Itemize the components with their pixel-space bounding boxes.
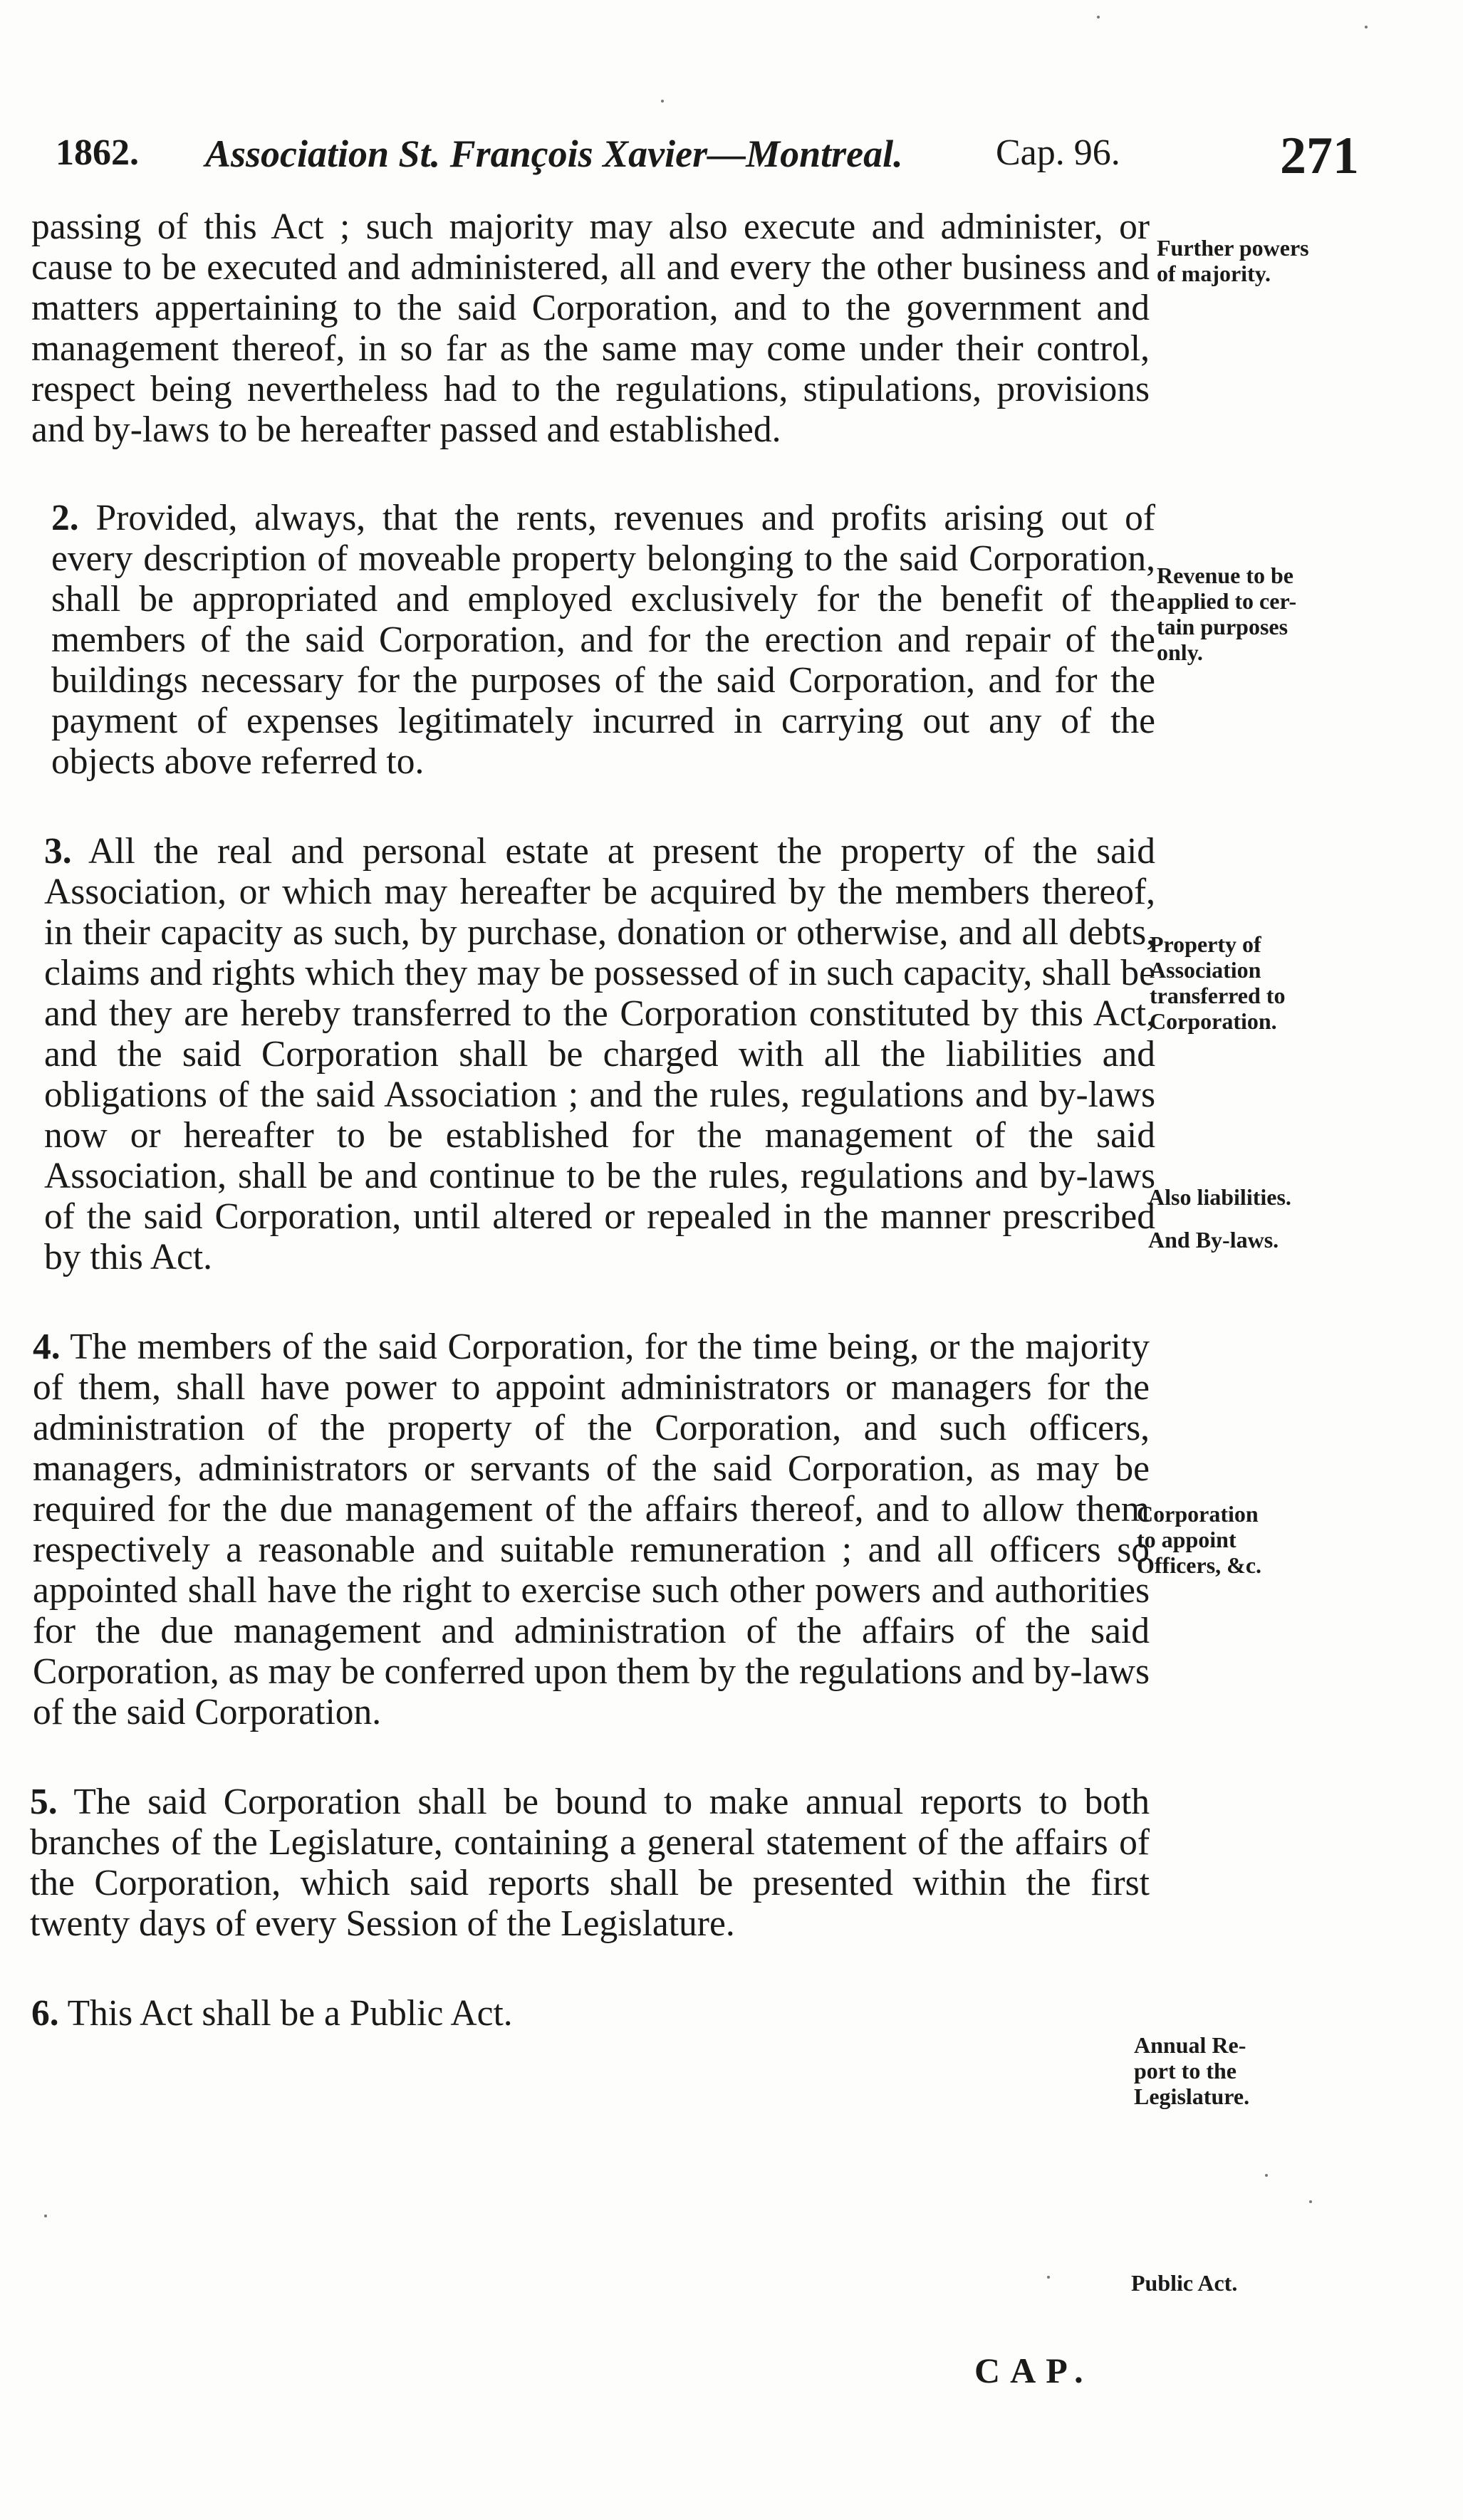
section-number: 3.	[44, 831, 72, 872]
section-number: 6.	[31, 1993, 59, 2034]
print-speck	[44, 2215, 47, 2217]
section-continuation	[31, 206, 1150, 450]
margin-note-further-powers: Further powers of majority.	[1157, 235, 1309, 286]
section-number: 4.	[33, 1327, 61, 1367]
section-5	[30, 1782, 1150, 1944]
print-speck	[1309, 2200, 1312, 2203]
section-number: 5.	[30, 1782, 58, 1822]
margin-note-annual-report: Annual Re- port to the Legislature.	[1134, 2032, 1250, 2109]
margin-note-property: Property of Association transferred to Corporation.	[1150, 931, 1286, 1034]
margin-note-officers: Corporation to appoint Officers, &c.	[1137, 1501, 1262, 1578]
section-6	[31, 1993, 1150, 2034]
section-2	[51, 498, 1155, 782]
section-text: The said Corporation shall be bound to make annual reports to both branches of the Legislature, containing a general statement of the affairs of the Corporation, which said reports shall be presented within the first twenty days of every Session of the Legislature.	[30, 1782, 1150, 1944]
page-number: 271	[1280, 127, 1359, 185]
running-header	[56, 127, 1359, 196]
print-speck	[1097, 16, 1100, 19]
print-speck	[1265, 2174, 1268, 2177]
print-speck	[1365, 26, 1368, 28]
catchword: CAP.	[974, 2351, 1093, 2390]
header-year: 1862.	[56, 132, 139, 173]
act-body	[30, 206, 1155, 2083]
section-text: This Act shall be a Public Act.	[58, 1993, 513, 2034]
margin-note-revenue: Revenue to be applied to cer- tain purposes only.	[1157, 563, 1297, 665]
header-title: Association St. François Xavier—Montreal.	[205, 132, 903, 175]
section-text: All the real and personal estate at present the property of the said Association, or which may hereafter be acquired by the members thereof, in their capacity as such, by purchase, donation or otherwise, and all debts, claims and rights which they may be possessed of in such capacity, shall be and they are hereby transferred to the Corporation constituted by this Act, and the said Corporation shall be charged with all the liabilities and obligations of the said Association ; and the rules, regulations and by-laws now or hereafter to be established for the management of the said Association, shall be and continue to be the rules, regulations and by-laws of the said Corporation, until altered or repealed in the manner prescribed by this Act.	[44, 831, 1155, 1277]
margin-note-bylaws: And By-laws.	[1148, 1227, 1279, 1253]
section-number: 2.	[51, 498, 79, 538]
section-text: The members of the said Corporation, for the time being, or the majority of them, shall have power to appoint administrators or managers for the administration of the property of the Corporation, and such officers, managers, administrators or servants of the said Corporation, as may be required for the due management of the affairs thereof, and to allow them respectively a reasonable and suitable remuneration ; and all officers so appointed shall have the right to exercise such other powers and authorities for the due management and administration of the affairs of the said Corporation, as may be conferred upon them by the regulations and by-laws of the said Corporation.	[33, 1327, 1150, 1732]
section-4	[33, 1327, 1150, 1732]
section-3	[44, 831, 1155, 1277]
margin-note-liabilities: Also liabilities.	[1148, 1184, 1291, 1210]
margin-note-public-act: Public Act.	[1131, 2270, 1238, 2296]
print-speck	[661, 100, 664, 103]
section-text: passing of this Act ; such majority may also execute and administer, or cause to be executed and administered, all and every the other business and matters appertaining to the said Corporation, and to the government and management thereof, in so far as the same may come under their control, respect being nevertheless had to the regulations, stipulations, provisions and by-laws to be hereafter passed and established.	[31, 206, 1150, 450]
print-speck	[1047, 2276, 1050, 2279]
header-chapter: Cap. 96.	[996, 132, 1120, 173]
section-text: Provided, always, that the rents, revenues and profits arising out of every description of moveable property belonging to the said Corporation, shall be appropriated and employed exclusively for the benefit of the members of the said Corporation, and for the erection and repair of the buildings necessary for the purposes of the said Corporation, and for the payment of expenses legitimately incurred in carrying out any of the objects above referred to.	[51, 498, 1155, 782]
